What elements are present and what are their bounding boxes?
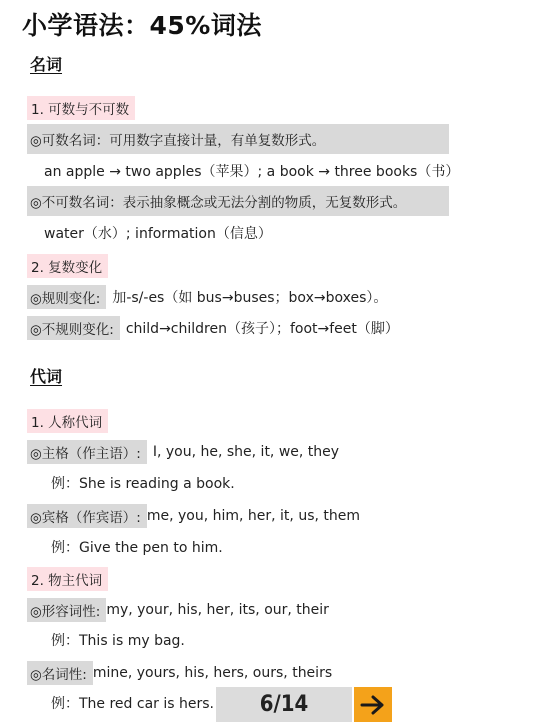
object-pronouns-text: me, you, him, her, it, us, them [146,508,361,524]
subject-pronouns-rule [27,440,339,464]
adjective-possessive-text: my, your, his, her, its, our, their [106,602,329,618]
adjective-possessive-example: 例：This is my bag. [51,633,185,649]
irregular-plural-text: child→children（孩子）；foot→feet（脚） [125,321,399,337]
noun-possessive-example: 例：The red car is hers. [51,696,214,712]
object-pronouns-example: 例：Give the pen to him. [51,540,223,556]
subject-pronouns-text: I, you, he, she, it, we, they [152,444,340,460]
uncountable-noun-definition-text: ◎不可数名词：表示抽象概念或无法分割的物质，无复数形式。 [30,195,407,211]
irregular-plural-rule [27,316,399,340]
adjective-possessive-label: ◎形容词性: [27,598,106,622]
uncountable-noun-example: water（水）; information（信息） [44,226,272,242]
countable-noun-example: an apple → two apples（苹果）; a book → three books（书） [44,164,460,180]
regular-plural-text: 加-s/-es（如 bus→buses；box→boxes）。 [112,290,388,306]
section-heading-noun: 名词 [30,55,63,74]
next-page-button[interactable] [354,687,392,722]
object-pronouns-rule [27,504,360,528]
noun-possessive-rule [27,661,332,685]
subheading-possessive-pronouns: 2. 物主代词 [27,567,108,591]
subject-pronouns-example: 例：She is reading a book. [51,476,235,492]
subheading-personal-pronouns: 1. 人称代词 [27,409,108,433]
page-number: 6/14 [259,692,309,717]
uncountable-noun-definition [27,186,449,216]
countable-noun-definition-text: ◎可数名词：可用数字直接计量，有单复数形式。 [30,133,326,149]
subheading-plural-changes: 2. 复数变化 [27,254,108,278]
regular-plural-rule [27,285,387,309]
arrow-right-icon [360,694,386,716]
noun-possessive-label: ◎名词性: [27,661,93,685]
regular-plural-label: ◎规则变化: [27,285,106,309]
adjective-possessive-rule [27,598,329,622]
page-title: 小学语法：45%词法 [22,11,262,40]
object-pronouns-label: ◎宾格（作宾语）: [27,504,147,528]
subheading-countable-uncountable: 1. 可数与不可数 [27,96,135,120]
subject-pronouns-label: ◎主格（作主语）: [27,440,147,464]
page-indicator [216,687,352,722]
noun-possessive-text: mine, yours, his, hers, ours, theirs [92,665,333,681]
countable-noun-definition [27,124,449,154]
irregular-plural-label: ◎不规则变化: [27,316,120,340]
section-heading-pronoun: 代词 [30,367,63,386]
